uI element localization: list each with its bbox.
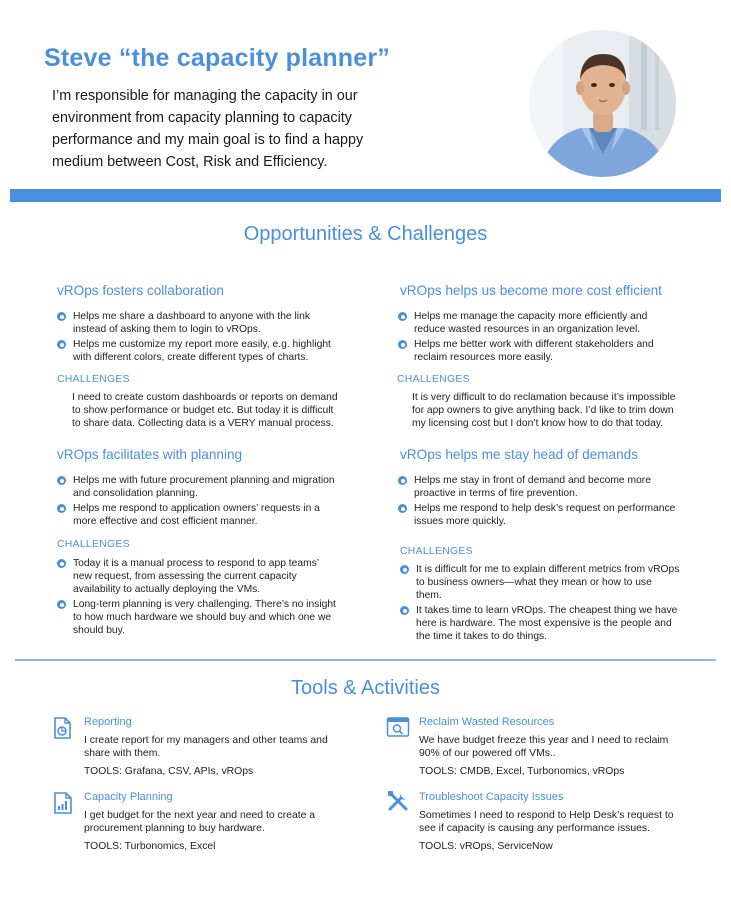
tool-desc-troubleshoot: Sometimes I need to respond to Help Desk’s request to see if capacity is causing any performance issues. (419, 810, 674, 834)
cost-challenge-text: It is very difficult to do reclamation because it’s impossible for app owners to give anything back. I’d like to trim down my licensing cost but I don’t know how to do that today. (412, 392, 676, 429)
tool-title-capacity-planning: Capacity Planning (84, 791, 173, 803)
list-item: Helps me with future procurement planning and migration and consolidation planning. (57, 474, 337, 500)
wrench-screwdriver-icon (386, 789, 410, 813)
planning-challenge-list (57, 557, 337, 639)
bullet-icon (398, 312, 407, 321)
tool-desc-capacity-planning: I get budget for the next year and need to create a procurement planning to buy hardware. (84, 810, 316, 834)
challenges-label: CHALLENGES (57, 374, 130, 385)
planning-bullet-list (57, 474, 337, 530)
card-title-planning: vROps facilitates with planning (57, 447, 243, 462)
list-item: Helps me better work with different stakeholders and reclaim resources more easily. (398, 338, 673, 364)
section-divider (15, 659, 716, 661)
tool-list-reporting: TOOLS: Grafana, CSV, APIs, vROps (84, 766, 254, 777)
challenges-label: CHALLENGES (397, 374, 470, 385)
tool-list-capacity-planning: TOOLS: Turbonomics, Excel (84, 841, 216, 852)
list-item: Helps me respond to application owners’ requests in a more effective and cost efficient manner. (57, 502, 337, 528)
section-title-tools: Tools & Activities (291, 677, 440, 699)
collaboration-challenge-text: I need to create custom dashboards or reports on demand to show performance or budget etc. But today it is difficult to share data. Collecting data is a VERY manual process. (72, 392, 338, 429)
report-document-icon (50, 716, 74, 740)
tool-list-reclaim: TOOLS: CMDB, Excel, Turbonomics, vROps (419, 766, 625, 777)
card-title-demands: vROps helps me stay head of demands (400, 447, 639, 462)
cost-bullet-list (398, 310, 673, 366)
bullet-icon (398, 476, 407, 485)
bullet-icon (398, 340, 407, 349)
bullet-icon (57, 476, 66, 485)
header-divider-band (10, 189, 721, 202)
list-item: Helps me share a dashboard to anyone with the link instead of asking them to login to vROps. (57, 310, 337, 336)
list-item: Today it is a manual process to respond to app teams’ new request, from assessing the current capacity availability to actually deploying the VMs. (57, 557, 337, 596)
challenges-label: CHALLENGES (400, 546, 473, 557)
tool-title-reporting: Reporting (84, 716, 132, 728)
challenges-label: CHALLENGES (57, 539, 130, 550)
demands-bullet-list (398, 474, 676, 530)
list-item: Helps me manage the capacity more efficiently and reduce wasted resources in an organization level. (398, 310, 673, 336)
section-title-opportunities: Opportunities & Challenges (243, 223, 488, 245)
bar-chart-document-icon (51, 791, 75, 815)
tool-list-troubleshoot: TOOLS: vROps, ServiceNow (419, 841, 553, 852)
tool-desc-reporting: I create report for my managers and other teams and share with them. (84, 735, 328, 759)
bullet-icon (57, 312, 66, 321)
list-item: Long-term planning is very challenging. There’s no insight to how much hardware we should buy and which one we should buy. (57, 598, 337, 637)
demands-challenge-list (400, 563, 680, 645)
tool-title-reclaim: Reclaim Wasted Resources (419, 716, 555, 728)
tool-title-troubleshoot: Troubleshoot Capacity Issues (419, 791, 564, 803)
bullet-icon (57, 559, 66, 568)
persona-avatar (529, 30, 676, 177)
list-item: Helps me customize my report more easily, e.g. highlight with different colors, create different types of charts. (57, 338, 337, 364)
card-title-cost-efficient: vROps helps us become more cost efficient (400, 283, 662, 298)
tool-desc-reclaim: We have budget freeze this year and I need to reclaim 90% of our powered off VMs.. (419, 735, 669, 759)
collaboration-bullet-list (57, 310, 337, 366)
list-item: Helps me respond to help desk’s request on performance issues more quickly. (398, 502, 676, 528)
card-title-collaboration: vROps fosters collaboration (57, 283, 224, 298)
list-item: It is difficult for me to explain different metrics from vROps to business owners—what they mean or how to use them. (400, 563, 680, 602)
persona-intro: I’m responsible for managing the capacity in our environment from capacity planning to capacity performance and my main goal is to find a happy medium between Cost, Risk and Efficiency. (52, 88, 364, 170)
bullet-icon (400, 606, 409, 615)
bullet-icon (57, 340, 66, 349)
bullet-icon (398, 504, 407, 513)
reclaim-window-icon (386, 715, 410, 739)
persona-title: Steve “the capacity planner” (44, 44, 391, 72)
list-item: Helps me stay in front of demand and become more proactive in terms of fire prevention. (398, 474, 676, 500)
bullet-icon (400, 565, 409, 574)
list-item: It takes time to learn vROps. The cheapest thing we have here is hardware. The most expensive is the people and the time it takes to do things. (400, 604, 680, 643)
bullet-icon (57, 600, 66, 609)
bullet-icon (57, 504, 66, 513)
